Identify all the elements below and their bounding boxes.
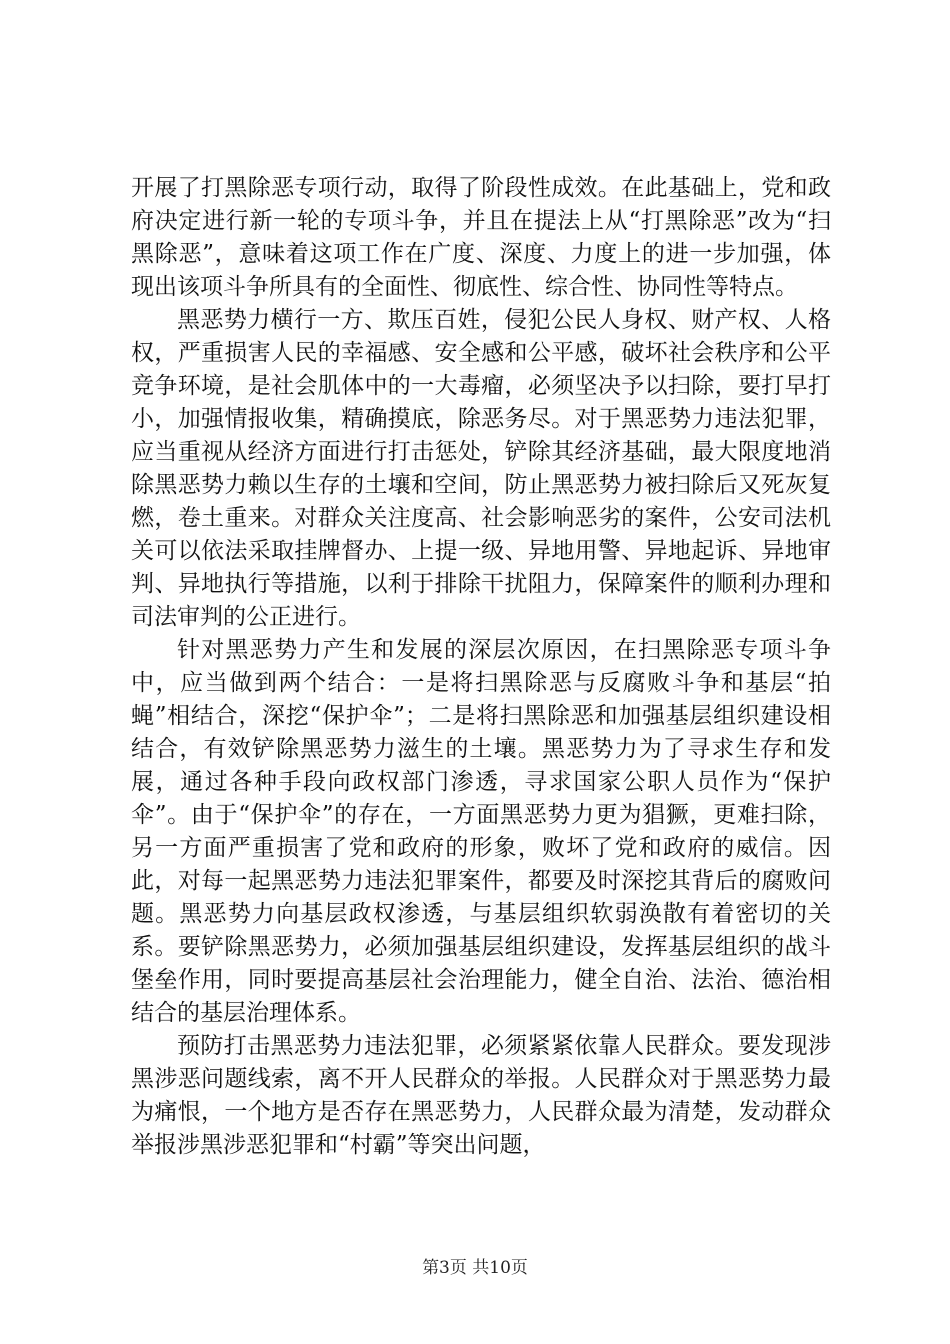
- paragraph-continued: 开展了打黑除恶专项行动，取得了阶段性成效。在此基础上，党和政府决定进行新一轮的专项斗争，并且在提法上从“打黑除恶”改为“扫黑除恶”，意味着这项工作在广度、深度、力度上的进一步加强，体现出该项斗争所具有的全面性、彻底性、综合性、协同性等特点。: [131, 175, 831, 300]
- page-number-footer: 第3页 共10页: [422, 1258, 528, 1278]
- paragraph: 黑恶势力横行一方、欺压百姓，侵犯公民人身权、财产权、人格权，严重损害人民的幸福感、安全感和公平感，破坏社会秩序和公平竞争环境，是社会肌体中的一大毒瘤，必须坚决予以扫除，要打早打小，加强情报收集，精确摸底，除恶务尽。对于黑恶势力违法犯罪，应当重视从经济方面进行打击惩处，铲除其经济基础，最大限度地消除黑恶势力赖以生存的土壤和空间，防止黑恶势力被扫除后又死灰复燃，卷土重来。对群众关注度高、社会影响恶劣的案件，公安司法机关可以依法采取挂牌督办、上提一级、异地用警、异地起诉、异地审判、异地执行等措施，以利于排除干扰阻力，保障案件的顺利办理和司法审判的公正进行。: [131, 307, 831, 630]
- paragraph: 预防打击黑恶势力违法犯罪，必须紧紧依靠人民群众。要发现涉黑涉恶问题线索，离不开人民群众的举报。人民群众对于黑恶势力最为痛恨，一个地方是否存在黑恶势力，人民群众最为清楚，发动群众举报涉黑涉恶犯罪和“村霸”等突出问题，: [131, 1033, 831, 1158]
- paragraph: 针对黑恶势力产生和发展的深层次原因，在扫黑除恶专项斗争中，应当做到两个结合：一是将扫黑除恶与反腐败斗争和基层“拍蝇”相结合，深挖“保护伞”；二是将扫黑除恶和加强基层组织建设相结合，有效铲除黑恶势力滋生的土壤。黑恶势力为了寻求生存和发展，通过各种手段向政权部门渗透，寻求国家公职人员作为“保护伞”。由于“保护伞”的存在，一方面黑恶势力更为猖獗，更难扫除，另一方面严重损害了党和政府的形象，败坏了党和政府的威信。因此，对每一起黑恶势力违法犯罪案件，都要及时深挖其背后的腐败问题。黑恶势力向基层政权渗透，与基层组织软弱涣散有着密切的关系。要铲除黑恶势力，必须加强基层组织建设，发挥基层组织的战斗堡垒作用，同时要提高基层社会治理能力，健全自治、法治、德治相结合的基层治理体系。: [131, 637, 831, 1026]
- document-body: [131, 172, 831, 1162]
